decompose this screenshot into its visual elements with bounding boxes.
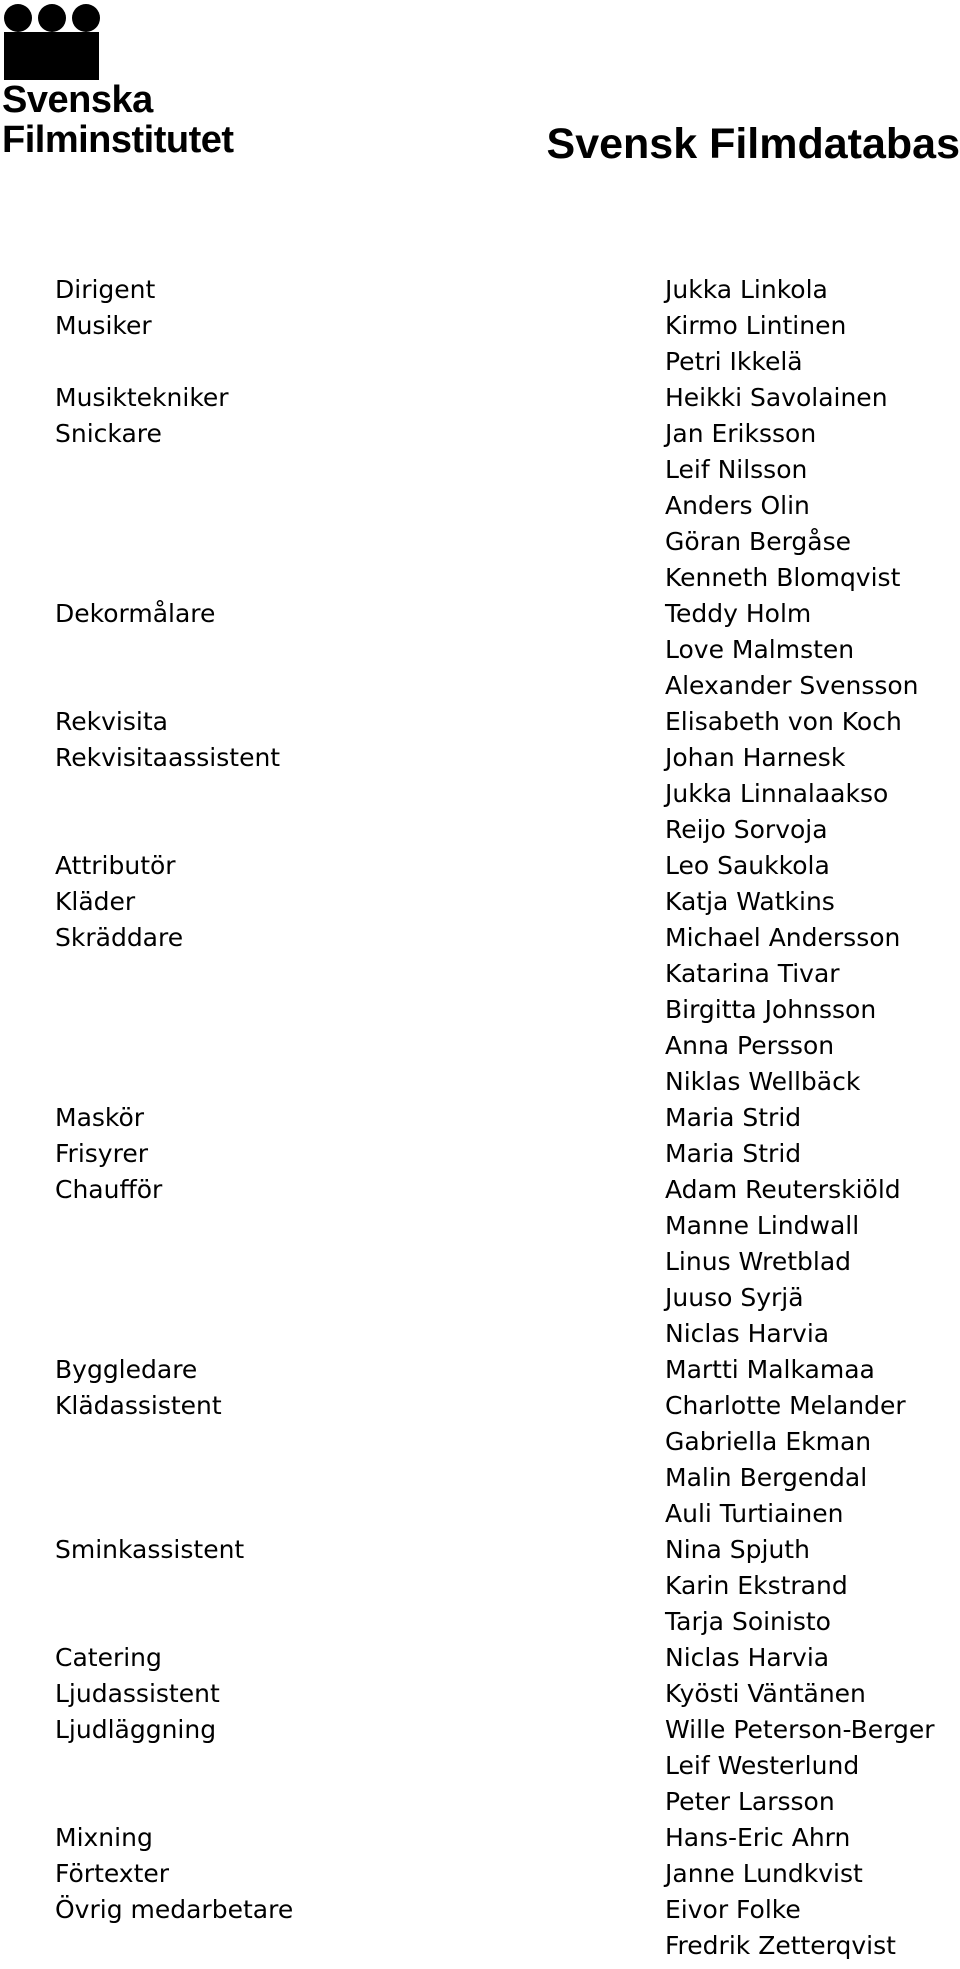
credit-person: Göran Bergåse: [665, 527, 852, 556]
credit-role: Förtexter: [55, 1859, 170, 1888]
credit-row: [55, 272, 955, 308]
credits-list: [55, 272, 955, 1964]
credit-role: Kläder: [55, 887, 136, 916]
credit-row: [55, 1244, 955, 1280]
credit-row: [55, 344, 955, 380]
credit-role: Catering: [55, 1643, 162, 1672]
credit-person: Love Malmsten: [665, 635, 855, 664]
logo-dots-icon: [4, 4, 100, 32]
credit-row: [55, 1064, 955, 1100]
credit-row: [55, 1388, 955, 1424]
credit-person: Kenneth Blomqvist: [665, 563, 901, 592]
credit-row: [55, 416, 955, 452]
credit-row: [55, 524, 955, 560]
credit-person: Gabriella Ekman: [665, 1427, 872, 1456]
credit-person: Maria Strid: [665, 1103, 802, 1132]
credit-person: Leif Nilsson: [665, 455, 808, 484]
credit-row: [55, 380, 955, 416]
credit-row: [55, 1820, 955, 1856]
credit-person: Malin Bergendal: [665, 1463, 868, 1492]
credit-row: [55, 1172, 955, 1208]
credit-person: Martti Malkamaa: [665, 1355, 875, 1384]
credit-row: [55, 488, 955, 524]
credit-row: [55, 1928, 955, 1964]
credit-role: Frisyrer: [55, 1139, 148, 1168]
credit-person: Leif Westerlund: [665, 1751, 860, 1780]
credit-row: [55, 1568, 955, 1604]
credit-row: [55, 1028, 955, 1064]
credit-person: Petri Ikkelä: [665, 347, 803, 376]
credit-person: Tarja Soinisto: [665, 1607, 831, 1636]
credit-person: Niclas Harvia: [665, 1643, 830, 1672]
credit-role: Skräddare: [55, 923, 184, 952]
credit-row: [55, 1136, 955, 1172]
credit-role: Chaufför: [55, 1175, 163, 1204]
credit-person: Manne Lindwall: [665, 1211, 860, 1240]
credit-row: [55, 1784, 955, 1820]
credit-person: Jukka Linnalaakso: [665, 779, 889, 808]
credit-person: Kirmo Lintinen: [665, 311, 847, 340]
credit-person: Karin Ekstrand: [665, 1571, 848, 1600]
credit-row: [55, 740, 955, 776]
credit-role: Ljudassistent: [55, 1679, 220, 1708]
credit-row: [55, 1316, 955, 1352]
credit-person: Reijo Sorvoja: [665, 815, 828, 844]
credit-person: Anders Olin: [665, 491, 810, 520]
credit-role: Musiktekniker: [55, 383, 229, 412]
credit-person: Adam Reuterskiöld: [665, 1175, 901, 1204]
credit-person: Niklas Wellbäck: [665, 1067, 861, 1096]
credit-row: [55, 308, 955, 344]
credit-role: Rekvisita: [55, 707, 168, 736]
credit-row: [55, 1496, 955, 1532]
credit-person: Katja Watkins: [665, 887, 835, 916]
credit-row: [55, 1280, 955, 1316]
credit-row: [55, 1712, 955, 1748]
credit-person: Katarina Tivar: [665, 959, 840, 988]
credit-row: [55, 1856, 955, 1892]
credit-role: Dirigent: [55, 275, 156, 304]
credit-person: Teddy Holm: [665, 599, 812, 628]
credit-person: Linus Wretblad: [665, 1247, 852, 1276]
credit-person: Leo Saukkola: [665, 851, 830, 880]
credit-person: Michael Andersson: [665, 923, 901, 952]
credit-person: Peter Larsson: [665, 1787, 835, 1816]
credit-row: [55, 1676, 955, 1712]
credit-row: [55, 1208, 955, 1244]
credit-role: Musiker: [55, 311, 152, 340]
credit-row: [55, 452, 955, 488]
credit-person: Hans-Eric Ahrn: [665, 1823, 851, 1852]
credit-person: Maria Strid: [665, 1139, 802, 1168]
svenska-filminstitutet-logo: [0, 0, 270, 170]
logo-dot-icon: [72, 4, 100, 32]
credit-person: Kyösti Väntänen: [665, 1679, 866, 1708]
credit-row: [55, 1424, 955, 1460]
credit-row: [55, 812, 955, 848]
credit-row: [55, 776, 955, 812]
page-title: Svensk Filmdatabas: [546, 120, 960, 168]
credit-person: Alexander Svensson: [665, 671, 919, 700]
credit-row: [55, 1352, 955, 1388]
credit-person: Birgitta Johnsson: [665, 995, 877, 1024]
credit-person: Jan Eriksson: [665, 419, 817, 448]
credit-row: [55, 668, 955, 704]
credit-role: Mixning: [55, 1823, 153, 1852]
credit-row: [55, 560, 955, 596]
credit-role: Snickare: [55, 419, 162, 448]
credit-role: Ljudläggning: [55, 1715, 217, 1744]
credit-row: [55, 632, 955, 668]
credit-person: Eivor Folke: [665, 1895, 801, 1924]
credit-role: Byggledare: [55, 1355, 198, 1384]
logo-wordmark: [2, 80, 234, 160]
logo-square-icon: [4, 32, 99, 80]
credit-row: [55, 1640, 955, 1676]
credit-row: [55, 1100, 955, 1136]
logo-line-2: Filminstitutet: [2, 119, 234, 161]
credit-role: Dekormålare: [55, 599, 216, 628]
credit-person: Janne Lundkvist: [665, 1859, 863, 1888]
credit-role: Övrig medarbetare: [55, 1895, 294, 1924]
credit-person: Wille Peterson-Berger: [665, 1715, 935, 1744]
credit-row: [55, 1604, 955, 1640]
credit-role: Rekvisitaassistent: [55, 743, 281, 772]
credit-row: [55, 884, 955, 920]
credit-row: [55, 992, 955, 1028]
credit-person: Anna Persson: [665, 1031, 835, 1060]
credit-role: Sminkassistent: [55, 1535, 245, 1564]
credit-row: [55, 1892, 955, 1928]
credit-role: Maskör: [55, 1103, 145, 1132]
credit-person: Elisabeth von Koch: [665, 707, 902, 736]
credit-person: Auli Turtiainen: [665, 1499, 844, 1528]
credit-person: Charlotte Melander: [665, 1391, 906, 1420]
credit-role: Attributör: [55, 851, 176, 880]
credit-row: [55, 1532, 955, 1568]
credit-row: [55, 704, 955, 740]
credit-row: [55, 920, 955, 956]
credit-person: Nina Spjuth: [665, 1535, 810, 1564]
credit-row: [55, 596, 955, 632]
logo-dot-icon: [4, 4, 32, 32]
credit-row: [55, 1748, 955, 1784]
logo-line-1: Svenska: [2, 79, 153, 121]
credit-person: Juuso Syrjä: [665, 1283, 804, 1312]
credit-row: [55, 848, 955, 884]
credit-row: [55, 956, 955, 992]
credit-role: Klädassistent: [55, 1391, 222, 1420]
logo-dot-icon: [38, 4, 66, 32]
credit-row: [55, 1460, 955, 1496]
credit-person: Niclas Harvia: [665, 1319, 830, 1348]
credit-person: Fredrik Zetterqvist: [665, 1931, 896, 1960]
credit-person: Jukka Linkola: [665, 275, 828, 304]
credit-person: Johan Harnesk: [665, 743, 846, 772]
credit-person: Heikki Savolainen: [665, 383, 888, 412]
